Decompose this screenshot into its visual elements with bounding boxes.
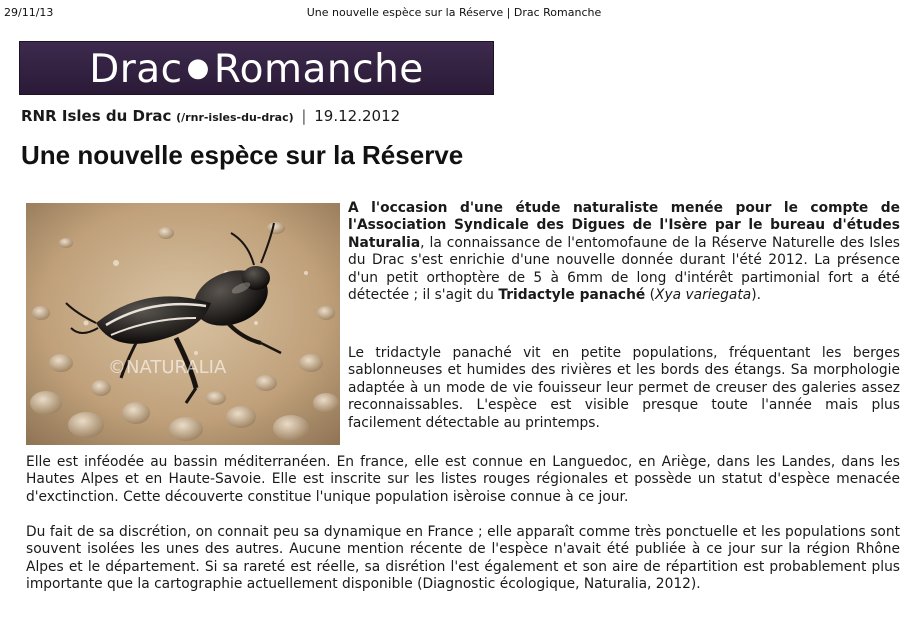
latin-open: ( xyxy=(645,287,656,304)
paragraph-text: , la connaissance de l'entomofaune de la Réserve Naturelle des Isles du Drac s'est enrichie d'une nouvelle donnée durant l'été 2012. La présence d'un petit orthoptère de 5 à 6mm de long d'intérêt partimonial fort a été détectée ; il s'agit du xyxy=(348,234,900,304)
section-url: (/rnr-isles-du-drac) xyxy=(176,111,294,124)
print-page-title: Une nouvelle espèce sur la Réserve | Drac Romanche xyxy=(306,6,602,19)
article-paragraph-3: Elle est inféodée au bassin méditerranéen. En france, elle est connue en Languedoc, en Ariège, dans les Landes, dans les Hautes Alpes et en Haute-Savoie. Elle est inscrite sur les listes rouges régionales et possède un statut d'espèce menacée d'exctinction. Cette découverte constitue l'unique population isèroise connue à ce jour. xyxy=(26,454,900,505)
logo-word-drac: Drac xyxy=(89,47,183,92)
logo-bullet: ● xyxy=(186,53,210,83)
print-date: 29/11/13 xyxy=(4,6,54,19)
print-header xyxy=(4,6,904,20)
latin-name: Xya variegata xyxy=(655,287,752,304)
section-link[interactable]: RNR Isles du Drac xyxy=(21,107,172,125)
cricket-photo xyxy=(26,203,340,445)
article-paragraph-4: Du fait de sa discrétion, on connait peu sa dynamique en France ; elle apparaît comme très ponctuelle et les populations sont souvent isolées les unes des autres. Aucune mention récente de l'espèce n'avait été publiée à ce jour sur la région Rhône Alpes et le département. Si sa rareté est réelle, sa disrétion l'est également et son aire de répartition est probablement plus importante que la cartographie actuellement disponible (Diagnostic écologique, Naturalia, 2012). xyxy=(26,524,900,593)
paragraph-lead: A l'occasion d'une étude naturaliste menée pour le compte de l'Association Syndicale des Digues de l'Isère par le bureau d'études Naturalia xyxy=(348,200,900,251)
photo-watermark: ©NATURALIA xyxy=(108,357,227,378)
logo-word-romanche: Romanche xyxy=(213,47,424,92)
article-paragraph-1 xyxy=(348,200,900,304)
publish-date: 19.12.2012 xyxy=(314,107,401,125)
article-title: Une nouvelle espèce sur la Réserve xyxy=(21,140,464,170)
species-name: Tridactyle panaché xyxy=(498,287,646,304)
article-paragraph-2: Le tridactyle panaché vit en petite populations, fréquentant les berges sablonneuses et humides des rivières et les bords des étangs. Sa morphologie adaptée à un mode de vie fouisseur leur permet de creuser des galeries assez reconnaissables. L'espèce est visible presque toute l'année mais plus facilement détectable au printemps. xyxy=(348,345,900,431)
meta-separator: | xyxy=(301,107,307,125)
site-logo-banner[interactable] xyxy=(19,41,494,95)
site-logo-text xyxy=(20,42,493,94)
article-meta xyxy=(21,107,400,125)
latin-close: ). xyxy=(751,287,761,304)
